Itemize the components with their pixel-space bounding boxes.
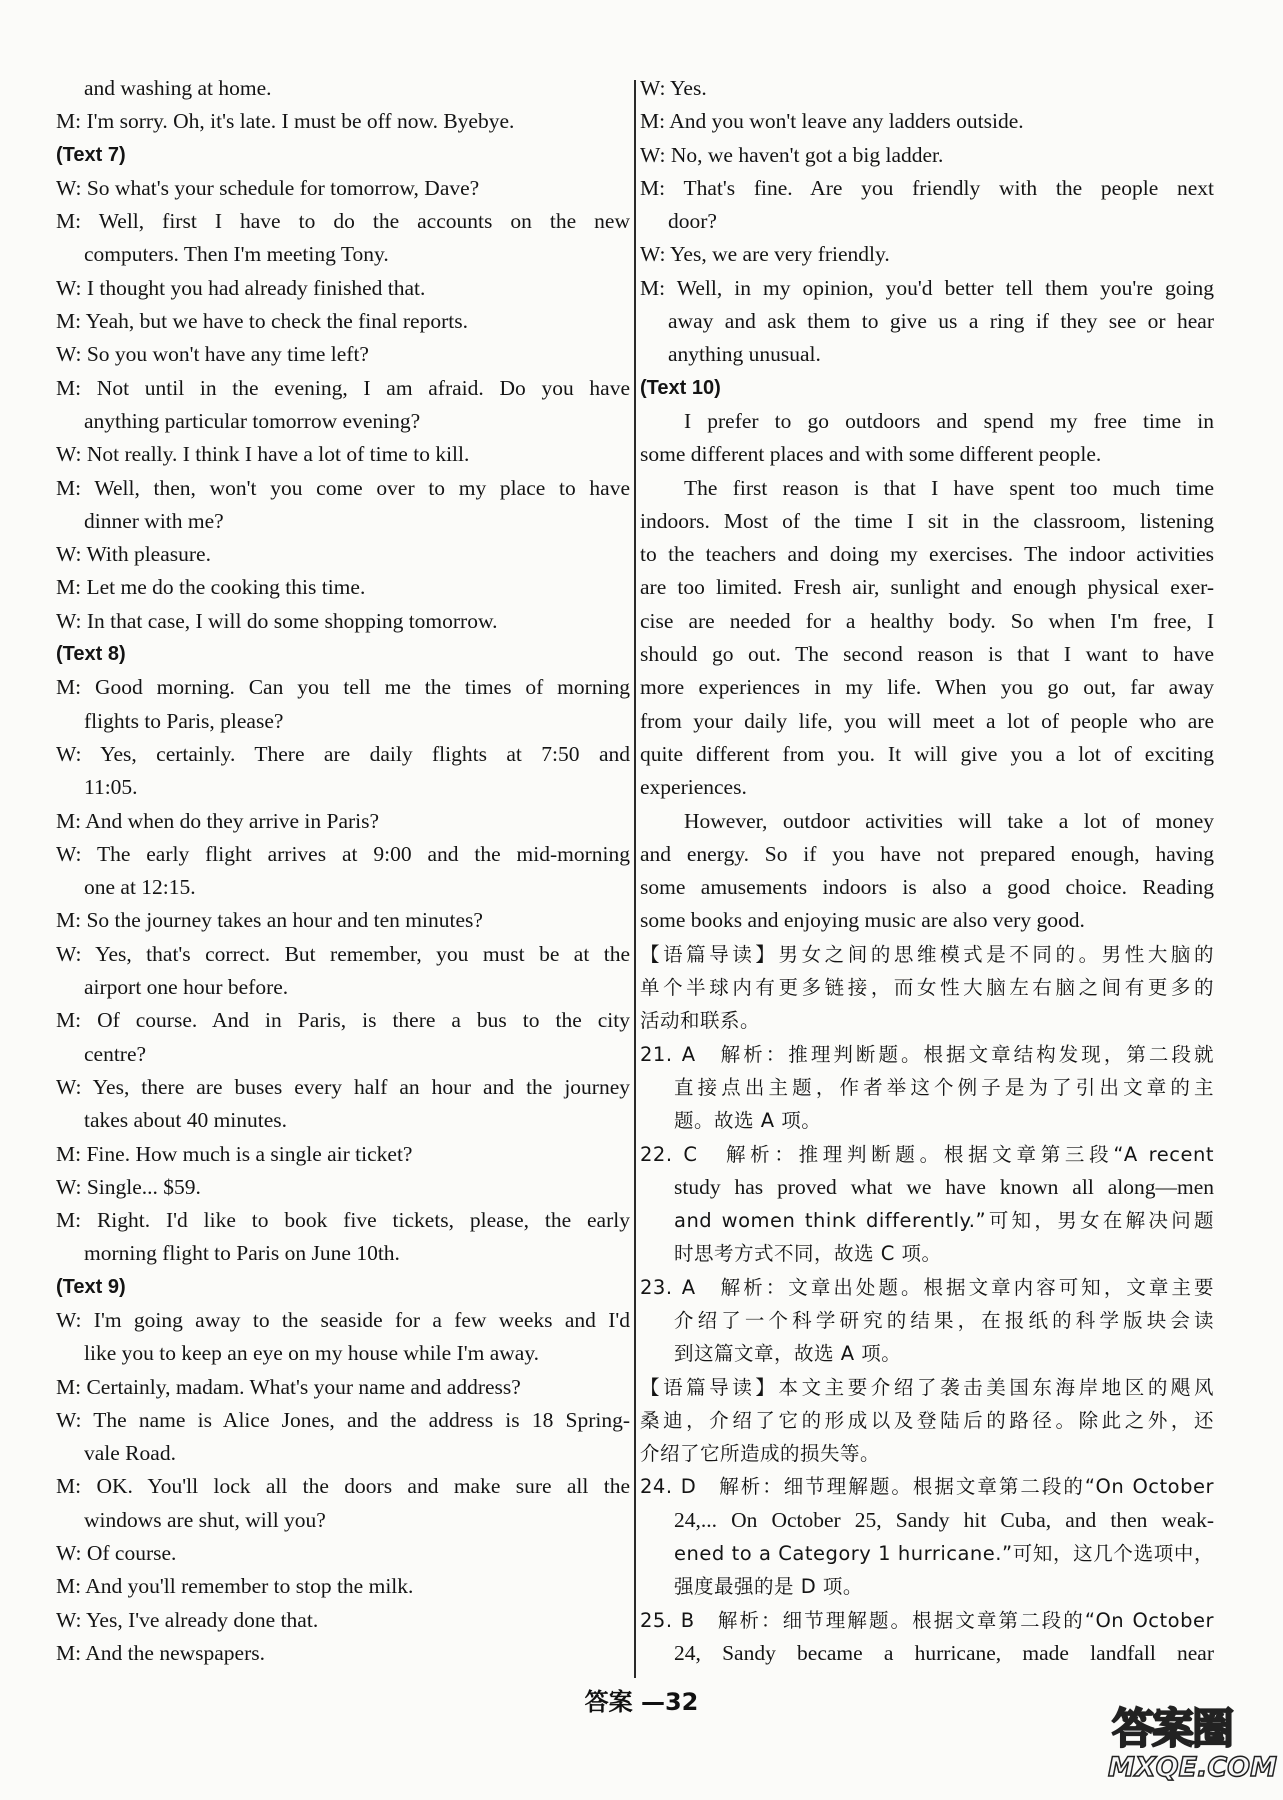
section-heading: (Text 10) bbox=[640, 376, 721, 399]
text-line: 23. A 解析：文章出处题。根据文章内容可知，文章主要 bbox=[640, 1275, 1214, 1299]
text-line: W: Yes. bbox=[640, 76, 707, 100]
text-line: M: Yeah, but we have to check the final reports. bbox=[56, 309, 468, 334]
text-line: W: No, we haven't got a big ladder. bbox=[640, 142, 944, 167]
page-number: 32 bbox=[664, 1688, 699, 1716]
text-line: 24. D 解析：细节理解题。根据文章第二段的“On October bbox=[640, 1475, 1214, 1499]
text-line: like you to keep an eye on my house while I'm away. bbox=[84, 1341, 540, 1366]
text-line: M: Well, then, won't you come over to my place to have bbox=[56, 475, 630, 500]
text-line: some amusements indoors is also a good choice. Reading bbox=[640, 875, 1214, 900]
text-line: flights to Paris, please? bbox=[84, 708, 284, 733]
text-line: more experiences in my life. When you go out, far away bbox=[640, 675, 1214, 700]
text-line: M: Of course. And in Paris, is there a bus to the city bbox=[56, 1008, 630, 1033]
text-line: to the teachers and doing my exercises. The indoor activities bbox=[640, 542, 1214, 567]
text-line: and women think differently.”可知，男女在解决问题 bbox=[674, 1209, 1214, 1233]
text-line: study has proved what we have known all along—men bbox=[674, 1174, 1214, 1199]
text-line: 活动和联系。 bbox=[640, 1009, 761, 1033]
footer-label: 答案 bbox=[584, 1688, 633, 1716]
text-line: takes about 40 minutes. bbox=[84, 1108, 288, 1133]
text-line: dinner with me? bbox=[84, 508, 224, 533]
text-line: M: Fine. How much is a single air ticket? bbox=[56, 1141, 413, 1166]
text-line: ened to a Category 1 hurricane.”可知，这几个选项中， bbox=[674, 1542, 1214, 1566]
text-line: 题。故选 A 项。 bbox=[674, 1109, 822, 1133]
text-line: W: Yes, we are very friendly. bbox=[640, 242, 890, 267]
text-line: M: Right. I'd like to book five tickets, please, the early bbox=[56, 1208, 630, 1233]
text-line: are too limited. Fresh air, sunlight and enough physical exer- bbox=[640, 575, 1214, 600]
text-line: indoors. Most of the time I sit in the classroom, listening bbox=[640, 508, 1214, 533]
text-line: door? bbox=[668, 209, 717, 234]
text-line: W: I thought you had already finished that. bbox=[56, 275, 426, 300]
text-line: The first reason is that I have spent too much time bbox=[684, 475, 1214, 500]
text-line: M: Let me do the cooking this time. bbox=[56, 575, 366, 600]
text-line: 介绍了一个科学研究的结果，在报纸的科学版块会读 bbox=[674, 1308, 1214, 1332]
text-line: morning flight to Paris on June 10th. bbox=[84, 1241, 400, 1266]
text-line: 直接点出主题，作者举这个例子是为了引出文章的主 bbox=[674, 1075, 1214, 1099]
text-line: W: So you won't have any time left? bbox=[56, 342, 369, 367]
text-line: 24, Sandy became a hurricane, made landfall near bbox=[674, 1640, 1214, 1665]
text-line: W: Single... $59. bbox=[56, 1174, 201, 1199]
text-line: M: So the journey takes an hour and ten minutes? bbox=[56, 908, 483, 933]
text-line: W: With pleasure. bbox=[56, 542, 211, 567]
text-line: windows are shut, will you? bbox=[84, 1507, 326, 1532]
text-line: quite different from you. It will give you a lot of exciting bbox=[640, 741, 1214, 766]
text-line: 介绍了它所造成的损失等。 bbox=[640, 1442, 881, 1466]
right-column bbox=[640, 72, 1214, 1670]
text-line: M: And you won't leave any ladders outside. bbox=[640, 109, 1024, 134]
page-footer bbox=[0, 1682, 1283, 1717]
text-line: 24,... On October 25, Sandy hit Cuba, and then weak- bbox=[674, 1507, 1214, 1532]
text-line: some different places and with some different people. bbox=[640, 442, 1102, 467]
text-line: 单个半球内有更多链接，而女性大脑左右脑之间有更多的 bbox=[640, 976, 1214, 1000]
text-line: M: That's fine. Are you friendly with the people next bbox=[640, 175, 1214, 200]
text-line: W: Of course. bbox=[56, 1541, 177, 1566]
text-line: 时思考方式不同，故选 C 项。 bbox=[674, 1242, 942, 1266]
text-line: W: Yes, there are buses every half an hour and the journey bbox=[56, 1074, 630, 1099]
text-line: away and ask them to give us a ring if they see or hear bbox=[668, 309, 1214, 334]
text-line: 【语篇导读】本文主要介绍了袭击美国东海岸地区的飓风 bbox=[640, 1375, 1214, 1399]
text-line: computers. Then I'm meeting Tony. bbox=[84, 242, 389, 267]
text-line: 25. B 解析：细节理解题。根据文章第二段的“On October bbox=[640, 1608, 1214, 1632]
watermark-url: MXQE.COM bbox=[1108, 1752, 1277, 1783]
text-line: should go out. The second reason is that I want to have bbox=[640, 642, 1214, 667]
text-line: W: So what's your schedule for tomorrow, Dave? bbox=[56, 175, 480, 200]
section-heading: (Text 7) bbox=[56, 143, 126, 166]
text-line: centre? bbox=[84, 1041, 147, 1066]
watermark-title: 答案圈 bbox=[1112, 1704, 1233, 1753]
text-line: W: In that case, I will do some shopping tomorrow. bbox=[56, 608, 498, 633]
text-line: vale Road. bbox=[84, 1441, 176, 1466]
text-line: M: And the newspapers. bbox=[56, 1640, 265, 1665]
text-line: W: Yes, that's correct. But remember, you must be at the bbox=[56, 941, 630, 966]
text-line: M: Good morning. Can you tell me the times of morning bbox=[56, 675, 630, 700]
text-line: M: I'm sorry. Oh, it's late. I must be off now. Byebye. bbox=[56, 109, 515, 134]
text-line: W: The name is Alice Jones, and the address is 18 Spring- bbox=[56, 1407, 630, 1432]
text-line: from your daily life, you will meet a lot of people who are bbox=[640, 708, 1214, 733]
text-line: 21. A 解析：推理判断题。根据文章结构发现，第二段就 bbox=[640, 1042, 1214, 1066]
text-line: M: And when do they arrive in Paris? bbox=[56, 808, 380, 833]
text-line: one at 12:15. bbox=[84, 875, 196, 900]
text-line: airport one hour before. bbox=[84, 975, 289, 1000]
text-line: 桑迪，介绍了它的形成以及登陆后的路径。除此之外，还 bbox=[640, 1408, 1214, 1432]
text-line: M: OK. You'll lock all the doors and make sure all the bbox=[56, 1474, 630, 1499]
left-column bbox=[56, 72, 630, 1670]
text-line: W: Yes, certainly. There are daily flights at 7:50 and bbox=[56, 741, 630, 766]
text-line: W: Yes, I've already done that. bbox=[56, 1607, 319, 1632]
text-line: and washing at home. bbox=[84, 76, 272, 100]
text-line: M: Well, in my opinion, you'd better tell them you're going bbox=[640, 275, 1214, 300]
text-line: and energy. So if you have not prepared enough, having bbox=[640, 841, 1214, 866]
text-line: experiences. bbox=[640, 775, 747, 800]
text-line: cise are needed for a healthy body. So when I'm free, I bbox=[640, 608, 1214, 633]
footer-separator: — bbox=[640, 1688, 665, 1716]
text-line: 22. C 解析：推理判断题。根据文章第三段“A recent bbox=[640, 1142, 1214, 1166]
text-line: anything unusual. bbox=[668, 342, 821, 367]
text-line: W: The early flight arrives at 9:00 and the mid-morning bbox=[56, 841, 630, 866]
text-line: M: Well, first I have to do the accounts on the new bbox=[56, 209, 630, 234]
section-heading: (Text 8) bbox=[56, 643, 126, 666]
text-line: anything particular tomorrow evening? bbox=[84, 408, 421, 433]
text-line: 11:05. bbox=[84, 775, 138, 800]
text-line: M: And you'll remember to stop the milk. bbox=[56, 1574, 414, 1599]
text-line: W: I'm going away to the seaside for a few weeks and I'd bbox=[56, 1307, 630, 1332]
text-line: I prefer to go outdoors and spend my free time in bbox=[684, 408, 1214, 433]
text-line: 到这篇文章，故选 A 项。 bbox=[674, 1342, 902, 1366]
column-divider bbox=[634, 80, 636, 1678]
watermark-logo bbox=[1108, 1694, 1277, 1790]
text-line: However, outdoor activities will take a lot of money bbox=[684, 808, 1214, 833]
section-heading: (Text 9) bbox=[56, 1275, 126, 1298]
text-line: 【语篇导读】男女之间的思维模式是不同的。男性大脑的 bbox=[640, 942, 1214, 966]
text-line: W: Not really. I think I have a lot of time to kill. bbox=[56, 442, 470, 467]
text-line: M: Not until in the evening, I am afraid. Do you have bbox=[56, 375, 630, 400]
text-line: M: Certainly, madam. What's your name and address? bbox=[56, 1374, 521, 1399]
text-line: some books and enjoying music are also very good. bbox=[640, 908, 1085, 933]
text-line: 强度最强的是 D 项。 bbox=[674, 1575, 863, 1599]
